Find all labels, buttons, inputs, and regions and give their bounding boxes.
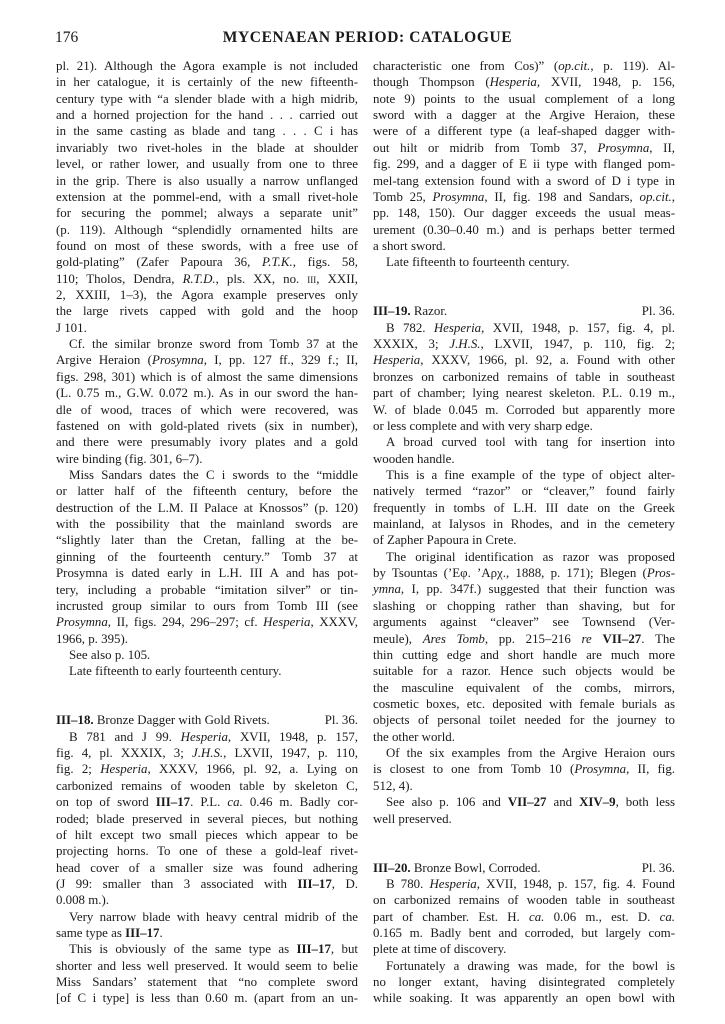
italic-text: Ares Tomb [422,631,485,646]
text-line: natively termed “razor” or “cleaver,” found fairly [373,484,675,499]
text-line: 110; Tholos, Dendra, R.T.D., pls. XX, no. iii, XXII, [56,271,358,286]
text-line: or latter half of the fifteenth century, before the [56,484,358,499]
entry-title-group [373,860,541,876]
entry-title-group [56,712,270,728]
text-line: pp. 148, 150). Our dagger exceeds the usual meas- [373,206,675,221]
italic-text: Hesperia [433,320,482,335]
italic-text: Pros- [646,566,675,581]
paragraph [56,663,358,679]
text-line: fig. 4, pl. XXXIX, 3; J.H.S., LXVII, 1947, p. 110, [56,746,359,761]
text-line: Of the six examples from the Argive Heraion ours [386,746,675,761]
text-line: Argive Heraion (Prosymna, I, pp. 127 ff., 329 f.; II, [56,353,358,368]
text-line: in her catalogue, it is certainly of the new fifteenth- [56,75,358,90]
italic-text: re [581,631,592,646]
text-line: with the possibility that the mainland swords are [56,517,358,532]
text-line: and a horned projection for the hand . . . carried out [56,108,358,123]
text-line: roded; blade preserved in several pieces, but nothing [56,811,358,826]
text-line: 2, XXIII, 1–3), the Agora example preserves only [56,288,358,303]
text-line: Miss Sandars dates the C i swords to the “middle [69,467,358,482]
bold-reference: VII–27 [507,795,547,810]
text-line: and there were presumably ivory plates and a gold [56,435,358,450]
text-line: mel-tang extension found with a sword of D i type in [373,173,675,188]
text-line: meule), Ares Tomb, pp. 215–216 re VII–27. The [373,631,675,646]
text-line: This is obviously of the same type as III–17, but [69,942,358,957]
italic-text: Hesperia [373,353,421,368]
text-line: on top of sword III–17. P.L. ca. 0.46 m. Badly cor- [56,795,358,810]
text-line: plete at time of discovery. [373,942,507,957]
text-line: Prosymna is dated early in L.H. III A and has pot- [56,566,358,581]
text-line: cosmetic boxes, etc. deposited with female burials as [373,696,675,711]
italic-text: Hesperia [263,615,311,630]
paragraph [373,745,675,794]
text-line: of hilt except two small pieces which appear to be [56,827,358,842]
text-line: See also p. 105. [69,647,151,662]
paragraph [373,549,675,745]
text-line: the other world. [373,729,455,744]
paragraph [56,336,358,467]
paragraph [373,254,675,270]
text-line: 512, 4). [373,778,413,793]
text-line: same type as III–17. [56,926,163,941]
text-line: destruction of the L.M. II Palace at Knossos” (p. 120) [56,500,358,515]
text-line: bronzes on carbonized remains of table in southeast [373,369,675,384]
text-line: figs. 298, 301) which is of almost the same dimensions [56,369,358,384]
text-line: by Tsountas (’Εφ. ’Αρχ., 1888, p. 171); Blegen (Pros- [373,566,675,581]
paragraph [56,647,358,663]
italic-text: Prosymna [597,140,650,155]
plate-reference: Pl. 36. [324,713,358,728]
entry-number: III–20. [373,860,411,875]
italic-text: ca. [227,795,243,810]
page-number: 176 [55,29,79,46]
entry-title: Bronze Bowl, Corroded. [410,860,541,875]
small-caps-text: iii [307,271,317,286]
text-line: incrusted group similar to ours from Tomb III (see [56,598,358,613]
text-line: A broad curved tool with tang for insertion into [386,435,675,450]
text-line: XXXIX, 3; J.H.S., LXVII, 1947, p. 110, fig. 2; [373,337,675,352]
text-line: B 780. Hesperia, XVII, 1948, p. 157, fig. 4. Found [386,876,675,891]
text-line: 0.008 m.). [56,893,109,908]
text-line: well preserved. [373,811,452,826]
text-line: shorter and less well preserved. It would seem to belie [56,958,358,973]
text-line: no longer extant, having disintegrated completely [373,975,675,990]
text-line: found on most of these swords, with a free use of [56,238,358,253]
italic-text: ca. [529,909,545,924]
text-line: fig. 299, and a dagger of E ii type with flanged pom- [373,157,675,172]
paragraph [373,958,675,1007]
text-line: This is a fine example of the type of object alter- [386,467,675,482]
paragraph [373,876,675,958]
entry-title-group [373,303,447,319]
text-line: (L. 0.75 m., G.W. 0.072 m.). As in our sword the han- [56,386,358,401]
text-line: head cover of a smaller size was found adhering [56,860,358,875]
italic-text: Prosymna [574,762,627,777]
text-line: objects of personal toilet needed for the journey to [373,713,675,728]
text-line: dle of wood, traces of which were recovered, was [56,402,358,417]
text-line: Hesperia, XXXV, 1966, pl. 92, a. Found with other [373,353,675,368]
text-line: Miss Sandars’ statement that “no complete sword [56,975,358,990]
italic-text: J.H.S. [449,337,481,352]
text-line: for securing the pommel; always a separate unit” [56,206,358,221]
text-line: wooden handle. [373,451,455,466]
text-line: gold-plating” (Zafer Papoura 36, P.T.K., figs. 58, [56,255,358,270]
paragraph [373,794,675,827]
italic-text: ymna [373,582,401,597]
italic-text: R.T.D. [182,271,216,286]
italic-text: Prosymna [56,615,108,630]
italic-text: ca. [659,909,675,924]
text-line: carbonized remains of wooden table by skeleton C, [56,778,358,793]
text-line: is closest to one from Tomb 10 (Prosymna, II, fig. [373,762,675,777]
bold-reference: III–17 [125,926,160,941]
text-line: W. of blade 0.045 m. Corroded but apparently more [373,402,675,417]
entry-number: III–19. [373,304,411,319]
italic-text: Hesperia [429,876,477,891]
text-line: extension at the pommel-end, with a small rivet-hole [56,189,358,204]
plate-reference: Pl. 36. [641,304,675,319]
text-line: Late fifteenth to early fourteenth century. [69,664,282,679]
text-line: were of a different type (a leaf-shaped dagger with- [373,124,675,139]
italic-text: op.cit. [639,189,672,204]
left-column [56,58,358,1007]
text-line: part of chamber. Est. H. ca. 0.06 m., est. D. ca. [373,909,675,924]
italic-text: J.H.S. [191,746,224,761]
right-column [373,58,675,1007]
paragraph [56,941,358,1006]
italic-text: P.T.K. [262,255,293,270]
bold-reference: III–17 [155,795,191,810]
text-line: Cf. the similar bronze sword from Tomb 37 at the [69,337,358,352]
paragraph [373,320,675,435]
text-line: wire binding (fig. 301, 6–7). [56,451,203,466]
italic-text: Hesperia [489,75,537,90]
paragraph [373,434,675,467]
paragraph [56,909,358,942]
paragraph [56,58,358,336]
paragraph [373,58,675,254]
text-line: pl. 21). Although the Agora example is not included [56,59,358,73]
text-line: frequently in tombs of L.H. III date on the Greek [373,500,675,515]
text-line: while soaking. It was apparently an open bowl with [373,991,675,1006]
running-title: MYCENAEAN PERIOD: CATALOGUE [222,29,513,46]
text-line: the large rivets capped with gold and the hoop [56,304,358,319]
catalogue-entry-heading [373,303,675,319]
text-line: sword with a dagger at the Argive Heraion, these [373,108,675,123]
italic-text: Hesperia [100,762,148,777]
text-line: fig. 2; Hesperia, XXXV, 1966, pl. 92, a. Lying on [56,762,359,777]
catalogue-entry-heading [373,860,675,876]
text-line: 1966, p. 395). [56,631,128,646]
bold-reference: III–17 [297,876,332,891]
entry-title: Bronze Dagger with Gold Rivets. [93,713,270,728]
entry-title: Razor. [410,304,448,319]
text-line: ginning of the fourteenth century.” Tomb 37 at [56,549,358,564]
text-line: The original identification as razor was proposed [386,549,675,564]
text-line: Tomb 25, Prosymna, II, fig. 198 and Sandars, op.cit., [373,189,675,204]
paragraph [56,729,358,909]
text-line: Prosymna, II, figs. 294, 296–297; cf. Hesperia, XXXV, [56,615,359,630]
text-line: characteristic one from Cos)” (op.cit., p. 119). Al- [373,59,675,73]
bold-reference: VII–27 [602,631,642,646]
text-line: in the grip. There is also usually a narrow unflanged [56,173,358,188]
text-line: projecting horns. To one of these a gold-leaf rivet- [56,844,358,859]
text-line: arguments against “cleaver” see Townsend (Ver- [373,615,675,630]
text-line: Very narrow blade with heavy central midrib of the [69,909,358,924]
text-line: in the same casting as blade and tang . . . C i has [56,124,358,139]
italic-text: Prosymna [432,189,485,204]
text-line: ymna, I, pp. 347f.) suggested that their function was [373,582,675,597]
text-line: mainland, at Ialysos in Rhodes, and in the cemetery [373,517,675,532]
text-line: (J 99: smaller than 3 associated with III–17, D. [56,876,359,891]
text-line: out hilt or midrib from Tomb 37, Prosymna, II, [373,140,675,155]
text-line: part of chamber; lying nearest skeleton. P.L. 0.19 m., [373,386,675,401]
italic-text: op.cit. [558,59,591,73]
text-line: the masculine equivalent of the combs, mirrors, [373,680,675,695]
text-line: a short sword. [373,238,446,253]
italic-text: Prosymna [151,353,204,368]
text-line: urement (0.30–0.40 m.) and is perhaps better termed [373,222,675,237]
text-line: B 781 and J 99. Hesperia, XVII, 1948, p. 157, [69,729,358,744]
text-line: tery, including a probable “imitation silver” or tin- [56,582,358,597]
text-line: though Thompson (Hesperia, XVII, 1948, p. 156, [373,75,675,90]
text-line: 0.165 m. Badly bent and corroded, but largely com- [373,925,675,940]
text-line: (p. 119). Although “splendidly ornamented hilts are [56,222,358,237]
text-line: century type with “a slender blade with a high midrib, [56,91,358,106]
plate-reference: Pl. 36. [641,860,675,875]
bold-reference: XIV–9 [579,795,616,810]
text-line: of Zapher Papoura in Crete. [373,533,517,548]
text-line: note 9) points to the usual complement of a long [373,91,675,106]
paragraph [56,467,358,647]
text-line: J 101. [56,320,87,335]
text-line: “slightly later than the Cretan, falling at the be- [56,533,358,548]
entry-number: III–18. [56,713,94,728]
text-line: or less complete and with very sharp edge. [373,418,593,433]
text-line: See also p. 106 and VII–27 and XIV–9, both less [386,795,676,810]
italic-text: Hesperia [180,729,228,744]
text-line: Fortunately a drawing was made, for the bowl is [386,958,675,973]
text-line: slashing or chopping rather than shaving, but for [373,598,675,613]
text-line: invariably two rivet-holes in the blade at shoulder [56,140,358,155]
text-line: fastened on with gold-plated rivets (six in number), [56,418,358,433]
text-line: thin cutting edge and short handle are much more [373,647,675,662]
text-line: suitable for a razor. Hence such objects would be [373,664,675,679]
bold-reference: III–17 [296,942,331,957]
paragraph [373,467,675,549]
text-line: level, or rather lower, and usually from one to three [56,157,358,172]
text-line: B 782. Hesperia, XVII, 1948, p. 157, fig. 4, pl. [386,320,675,335]
text-line: on carbonized remains of wooden table in southeast [373,893,675,908]
text-line: Late fifteenth to fourteenth century. [386,255,570,270]
catalogue-entry-heading [56,712,358,728]
text-line: [of C i type] is less than 0.60 m. (apart from an un- [56,991,358,1006]
